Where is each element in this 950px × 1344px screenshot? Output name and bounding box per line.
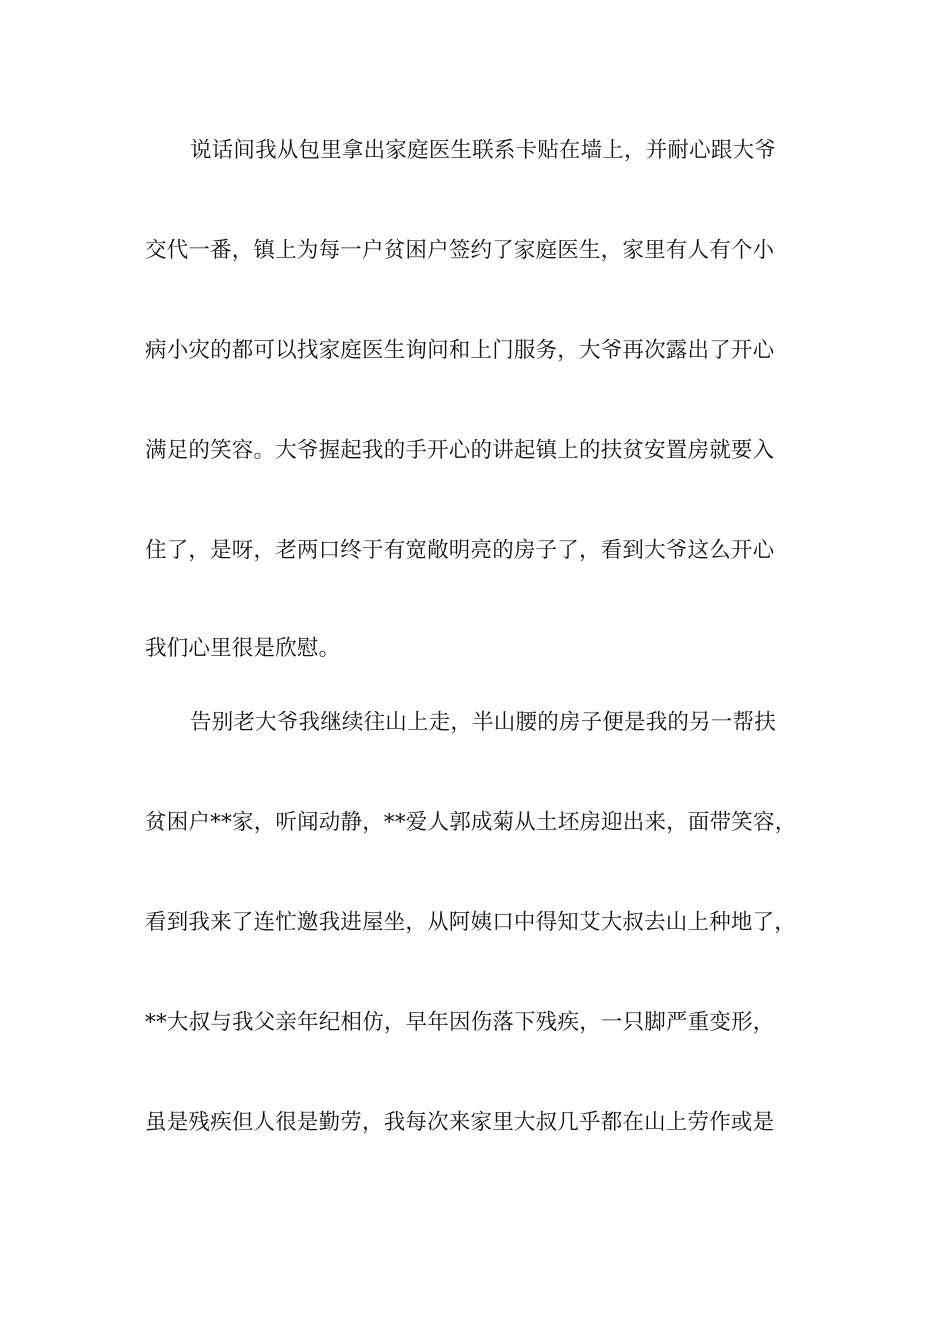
paragraph-1-line-4: 满足的笑容。大爷握起我的手开心的讲起镇上的扶贫安置房就要入 — [145, 438, 775, 463]
paragraph-2-line-5: 虽是残疾但人很是勤劳，我每次来家里大叔几乎都在山上劳作或是 — [145, 1110, 775, 1135]
paragraph-2-line-3: 看到我来了连忙邀我进屋坐，从阿姨口中得知艾大叔去山上种地了， — [145, 910, 797, 935]
paragraph-1-line-3: 病小灾的都可以找家庭医生询问和上门服务，大爷再次露出了开心 — [145, 338, 775, 363]
paragraph-2-line-2: 贫困户**家，听闻动静，**爱人郭成菊从土坯房迎出来，面带笑容， — [145, 810, 797, 835]
paragraph-2-line-1: 告别老大爷我继续往山上走，半山腰的房子便是我的另一帮扶 — [190, 710, 776, 735]
paragraph-1-line-5: 住了，是呀，老两口终于有宽敞明亮的房子了，看到大爷这么开心 — [145, 538, 775, 563]
paragraph-1-line-6: 我们心里很是欣慰。 — [145, 636, 341, 661]
paragraph-1-line-1: 说话间我从包里拿出家庭医生联系卡贴在墙上，并耐心跟大爷 — [190, 138, 776, 163]
paragraph-1-line-2: 交代一番，镇上为每一户贫困户签约了家庭医生，家里有人有个小 — [145, 238, 775, 263]
paragraph-2-line-4: **大叔与我父亲年纪相仿，早年因伤落下残疾，一只脚严重变形， — [145, 1010, 775, 1035]
